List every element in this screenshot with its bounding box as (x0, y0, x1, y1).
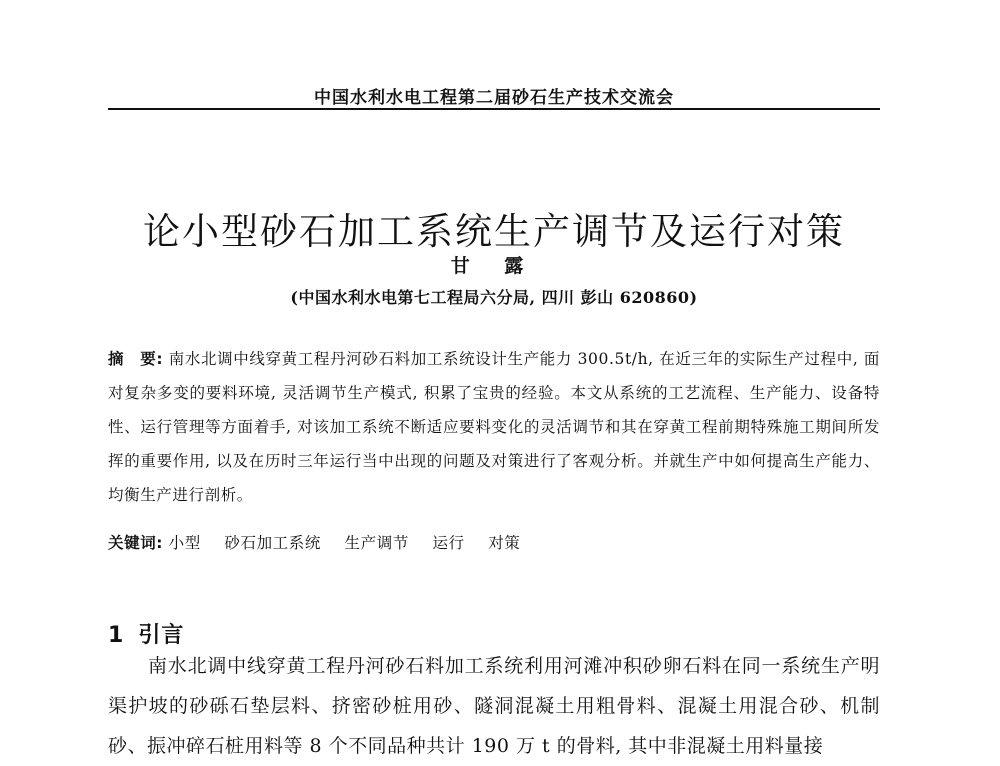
keyword-item: 砂石加工系统 (224, 534, 321, 552)
keywords-label: 关键词: (108, 534, 164, 552)
author-name: 甘 露 (450, 255, 538, 277)
keyword-item: 生产调节 (344, 534, 409, 552)
section-number: 1 (108, 623, 125, 649)
paper-title: 论小型砂石加工系统生产调节及运行对策 (143, 209, 845, 253)
keyword-item: 运行 (432, 534, 465, 552)
keyword-item: 小型 (168, 534, 201, 552)
section-title: 引言 (138, 623, 185, 649)
abstract-label: 摘 要: (108, 350, 164, 368)
running-head: 中国水利水电工程第二届砂石生产技术交流会 (314, 88, 674, 108)
header-rule (108, 108, 880, 110)
abstract (108, 342, 880, 512)
abstract-text: 南水北调中线穿黄工程丹河砂石料加工系统设计生产能力 300.5t/h, 在近三年的实际生产过程中, 面对复杂多变的要料环境, 灵活调节生产模式, 积累了宝贵的经验。本文从系统的工艺流程、生产能力、设备特性、运行管理等方面着手, 对该加工系统不断适应要料变化的灵活调节和其在穿黄工程前期特殊施工期间所发挥的重要作用, 以及在历时三年运行当中出现的问题及对策进行了客观分析。并就生产中如何提高生产能力、均衡生产进行剖析。 (108, 350, 881, 504)
section-heading (108, 618, 184, 649)
keywords (108, 531, 880, 555)
keyword-item: 对策 (488, 534, 521, 552)
author-affiliation: (中国水利水电第七工程局六分局, 四川 彭山 620860) (290, 288, 698, 307)
body-paragraph: 南水北调中线穿黄工程丹河砂石料加工系统利用河滩冲积砂卵石料在同一系统生产明渠护坡的砂砾石垫层料、挤密砂桩用砂、隧洞混凝土用粗骨料、混凝土用混合砂、机制砂、振冲碎石桩用料等 8 个不同品种共计 190 万 t 的骨料, 其中非混凝土用料量接 (108, 655, 880, 757)
